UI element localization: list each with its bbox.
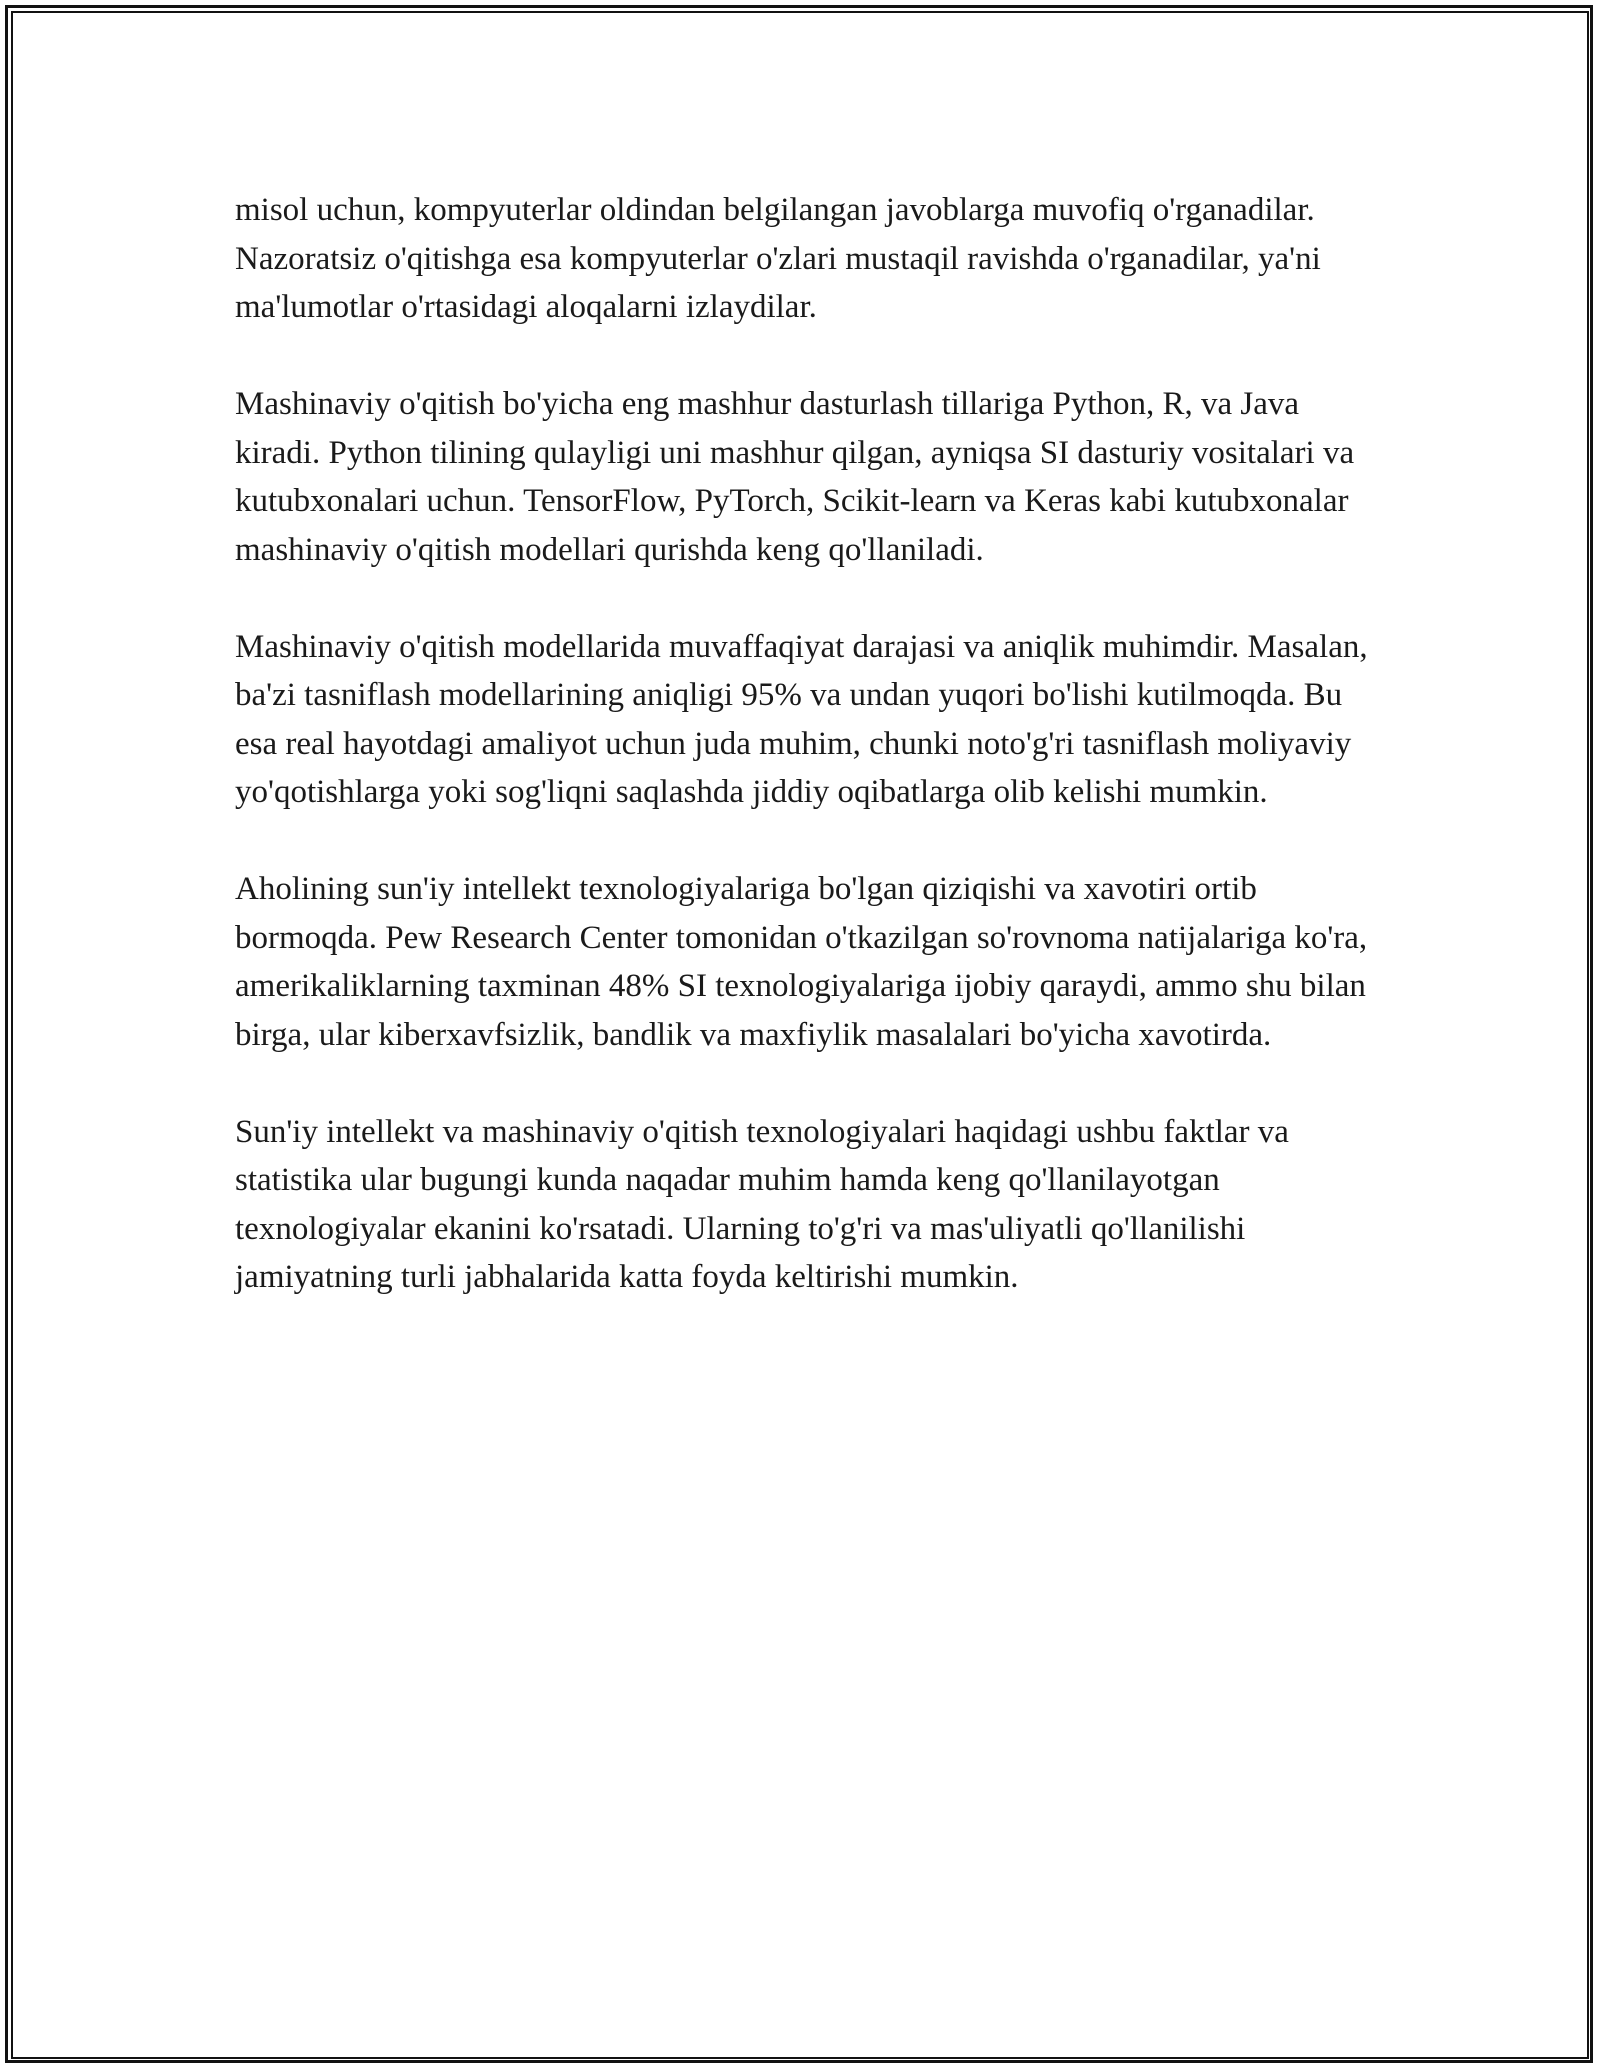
paragraph-2: Mashinaviy o'qitish bo'yicha eng mashhur dasturlash tillariga Python, R, va Java kiradi. Python tilining qulayligi uni mashhur qilgan, ayniqsa SI dasturiy vositalari va kutubxonalari uchun. TensorFlow, PyTorch, Scikit-learn va Keras kabi kutubxonalar mashinaviy o'qitish modellari qurishda keng qo'llaniladi. bbox=[235, 386, 1355, 568]
paragraph-4: Aholining sun'iy intellekt texnologiyalariga bo'lgan qiziqishi va xavotiri ortib bormoqda. Pew Research Center tomonidan o'tkazilgan so'rovnoma natijalariga ko'ra, amerikaliklarning taxminan 48% SI texnologiyalariga ijobiy qaraydi, ammo shu bilan birga, ular kiberxavfsizlik, bandlik va maxfiylik masalalari bo'yicha xavotirda. bbox=[235, 871, 1368, 1053]
paragraph-1: misol uchun, kompyuterlar oldindan belgilangan javoblarga muvofiq o'rganadilar. Nazoratsiz o'qitishga esa kompyuterlar o'zlari mustaqil ravishda o'rganadilar, ya'ni ma'lumotlar o'rtasidagi aloqalarni izlaydilar. bbox=[235, 192, 1321, 325]
paragraph-5: Sun'iy intellekt va mashinaviy o'qitish texnologiyalari haqidagi ushbu faktlar va statistika ular bugungi kunda naqadar muhim hamda keng qo'llanilayotgan texnologiyalar ekanini ko'rsatadi. Ularning to'g'ri va mas'uliyatli qo'llanilishi jamiyatning turli jabhalarida katta foyda keltirishi mumkin. bbox=[235, 1113, 1289, 1295]
paragraph-3: Mashinaviy o'qitish modellarida muvaffaqiyat darajasi va aniqlik muhimdir. Masalan, ba'zi tasniflash modellarining aniqligi 95% va undan yuqori bo'lishi kutilmoqda. Bu esa real hayotdagi amaliyot uchun juda muhim, chunki noto'g'ri tasniflash moliyaviy yo'qotishlarga yoki sog'liqni saqlashda jiddiy oqibatlarga olib kelishi mumkin. bbox=[235, 628, 1368, 810]
document-body bbox=[235, 186, 1375, 1350]
